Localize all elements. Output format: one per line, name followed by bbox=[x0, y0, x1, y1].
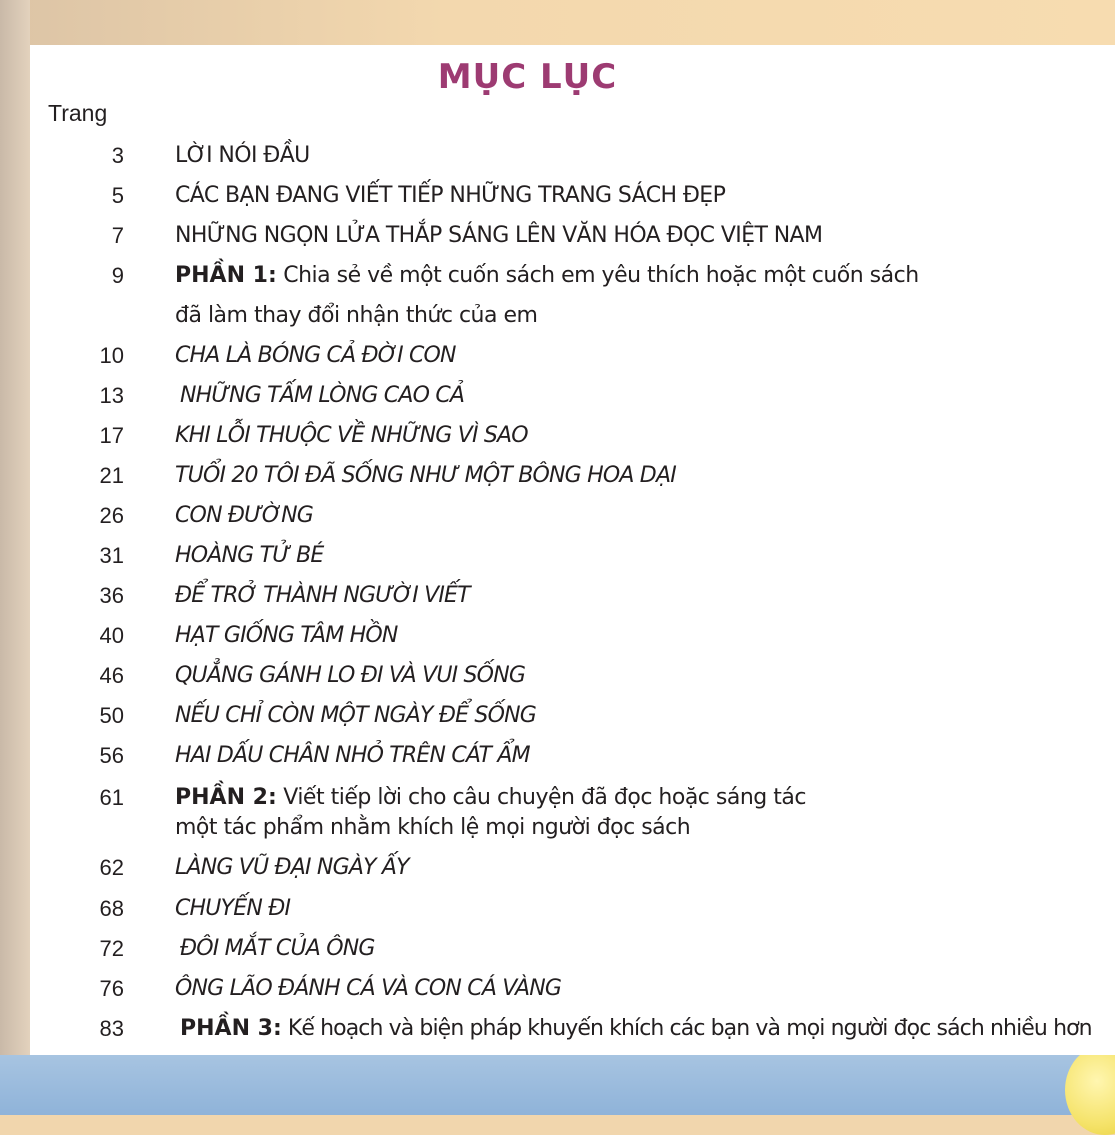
toc-entry-title: ĐỂ TRỞ THÀNH NGƯỜI VIẾT bbox=[175, 583, 470, 608]
toc-section-heading bbox=[175, 263, 919, 288]
toc-entry-title: CÁC BẠN ĐANG VIẾT TIẾP NHỮNG TRANG SÁCH ĐẸP bbox=[175, 183, 726, 208]
toc-page-number: 62 bbox=[99, 855, 124, 880]
toc-entry-title: CON ĐƯỜNG bbox=[175, 503, 314, 528]
toc-page-number: 13 bbox=[99, 383, 124, 408]
page-title: MỤC LỤC bbox=[437, 57, 618, 97]
toc-entry-title: CHA LÀ BÓNG CẢ ĐỜI CON bbox=[175, 343, 456, 368]
toc-entry-title: ĐÔI MẮT CỦA ÔNG bbox=[180, 936, 375, 961]
toc-entry-title: NẾU CHỈ CÒN MỘT NGÀY ĐỂ SỐNG bbox=[175, 703, 537, 728]
toc-section-heading bbox=[175, 785, 806, 810]
toc-entry-title: LÀNG VŨ ĐẠI NGÀY ẤY bbox=[175, 855, 409, 880]
left-border bbox=[0, 0, 30, 1115]
toc-page-number: 26 bbox=[99, 503, 124, 528]
toc-page-number: 9 bbox=[111, 263, 124, 288]
toc-page-number: 56 bbox=[99, 743, 124, 768]
toc-page-number: 7 bbox=[111, 223, 124, 248]
toc-page-number: 68 bbox=[99, 896, 124, 921]
toc-section-heading bbox=[180, 1016, 1092, 1041]
toc-entry-title: KHI LỖI THUỘC VỀ NHỮNG VÌ SAO bbox=[175, 423, 528, 448]
page-column-heading: Trang bbox=[48, 100, 108, 126]
toc-entry-title: LỜI NÓI ĐẦU bbox=[175, 143, 310, 168]
toc-page-number: 46 bbox=[99, 663, 124, 688]
toc-page-number: 40 bbox=[99, 623, 124, 648]
toc-page-number: 17 bbox=[99, 423, 124, 448]
toc-entry-title: HẠT GIỐNG TÂM HỒN bbox=[175, 623, 398, 648]
section-description: Viết tiếp lời cho câu chuyện đã đọc hoặc sáng tác bbox=[283, 785, 806, 810]
toc-page-number: 21 bbox=[99, 463, 124, 488]
toc-page-number: 76 bbox=[99, 976, 124, 1001]
toc-entry-title: ÔNG LÃO ĐÁNH CÁ VÀ CON CÁ VÀNG bbox=[175, 976, 562, 1001]
toc-page-number: 31 bbox=[99, 543, 124, 568]
toc-entry-title: HAI DẤU CHÂN NHỎ TRÊN CÁT ẨM bbox=[175, 743, 530, 768]
section-label: PHẦN 3: bbox=[180, 1016, 282, 1041]
section-description: Chia sẻ về một cuốn sách em yêu thích hoặc một cuốn sách bbox=[283, 263, 919, 288]
toc-page-number: 50 bbox=[99, 703, 124, 728]
toc-entry-title: TUỔI 20 TÔI ĐÃ SỐNG NHƯ MỘT BÔNG HOA DẠI bbox=[175, 463, 676, 488]
toc-page-number: 36 bbox=[99, 583, 124, 608]
toc-page-number: 5 bbox=[111, 183, 124, 208]
toc-entry-title: CHUYẾN ĐI bbox=[175, 896, 291, 921]
toc-page-number: 83 bbox=[99, 1016, 124, 1041]
toc-entry-title: QUẲNG GÁNH LO ĐI VÀ VUI SỐNG bbox=[175, 663, 526, 688]
toc-page-number: 72 bbox=[99, 936, 124, 961]
section-label: PHẦN 2: bbox=[175, 785, 277, 810]
toc-page-number: 10 bbox=[99, 343, 124, 368]
top-border bbox=[0, 0, 1115, 45]
section-label: PHẦN 1: bbox=[175, 263, 277, 288]
toc-entry-title: NHỮNG TẤM LÒNG CAO CẢ bbox=[180, 383, 465, 408]
toc-entry-title: HOÀNG TỬ BÉ bbox=[175, 543, 324, 568]
section-description: Kế hoạch và biện pháp khuyến khích các bạn và mọi người đọc sách nhiều hơn bbox=[287, 1016, 1092, 1041]
toc-page-number: 61 bbox=[99, 785, 124, 810]
bottom-border bbox=[0, 1055, 1115, 1115]
section-description-continued: một tác phẩm nhằm khích lệ mọi người đọc sách bbox=[175, 815, 691, 840]
section-description-continued: đã làm thay đổi nhận thức của em bbox=[175, 303, 538, 328]
toc-entry-title: NHỮNG NGỌN LỬA THẮP SÁNG LÊN VĂN HÓA ĐỌC VIỆT NAM bbox=[175, 223, 823, 248]
toc-page-number: 3 bbox=[111, 143, 124, 168]
